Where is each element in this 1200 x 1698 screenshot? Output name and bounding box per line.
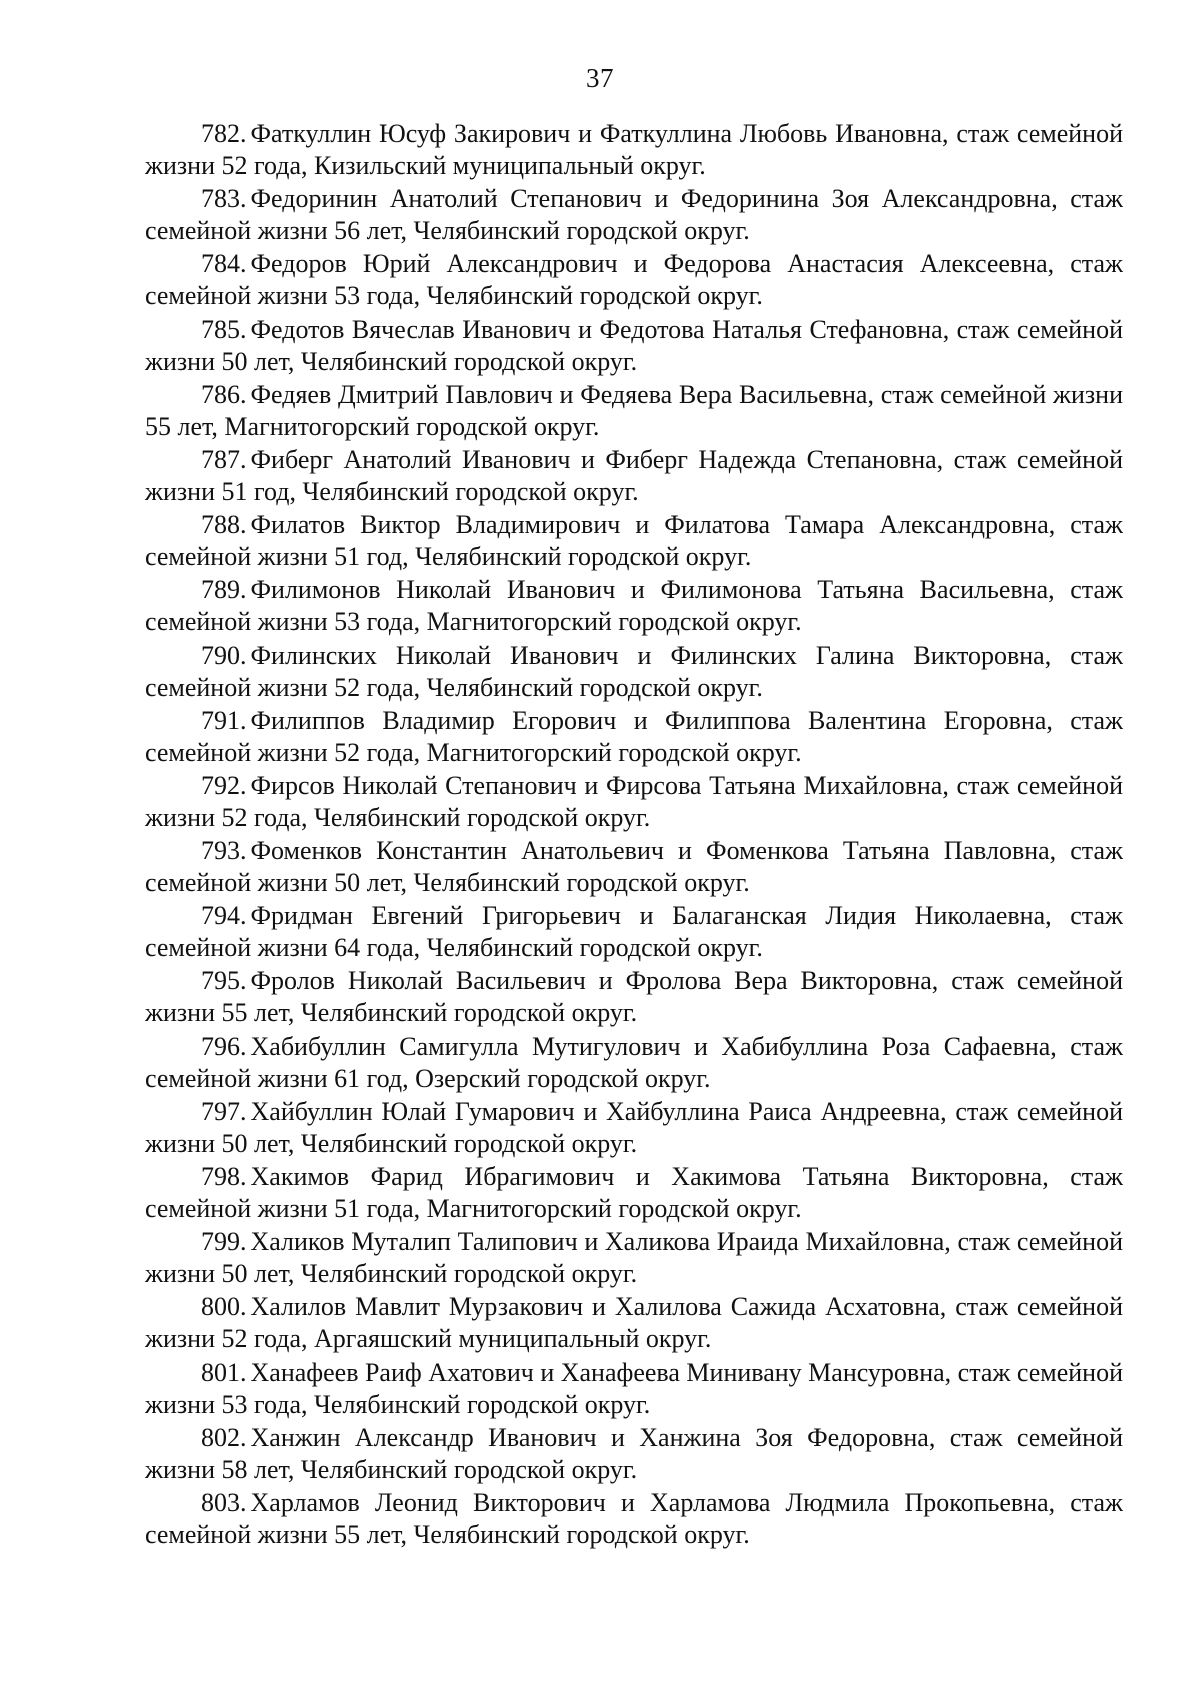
entry-number: 795.	[201, 966, 247, 996]
entry-text: Фаткуллин Юсуф Закирович и Фаткуллина Любовь Ивановна, стаж семейной жизни 52 года, Кизильский муниципальный округ.	[145, 119, 1123, 180]
entry-text: Фиберг Анатолий Иванович и Фиберг Надежда Степановна, стаж семейной жизни 51 год, Челябинский городской округ.	[145, 444, 1123, 506]
list-item	[145, 1031, 1123, 1095]
list-item	[145, 509, 1123, 573]
entry-text: Федоринин Анатолий Степанович и Федоринина Зоя Александровна, стаж семейной жизни 56 лет, Челябинский городской округ.	[145, 184, 1123, 246]
list-item	[145, 1422, 1123, 1486]
entry-number: 784.	[201, 249, 247, 279]
list-item	[145, 444, 1123, 508]
entry-text: Харламов Леонид Викторович и Харламова Людмила Прокопьевна, стаж семейной жизни 55 лет, Челябинский городской округ.	[145, 1487, 1123, 1549]
entry-number: 783.	[201, 184, 247, 214]
entry-number: 790.	[201, 640, 247, 670]
entry-text: Филинских Николай Иванович и Филинских Галина Викторовна, стаж семейной жизни 52 года, Челябинский городской округ.	[145, 640, 1123, 702]
entry-list	[145, 118, 1123, 1552]
entry-number: 796.	[201, 1031, 247, 1061]
entry-number: 797.	[201, 1096, 247, 1126]
entry-text: Халиков Муталип Талипович и Халикова Ираида Михайловна, стаж семейной жизни 50 лет, Челябинский городской округ.	[145, 1227, 1123, 1289]
list-item	[145, 705, 1123, 769]
list-item	[145, 640, 1123, 704]
page-number: 37	[586, 63, 614, 93]
entry-text: Филатов Виктор Владимирович и Филатова Тамара Александровна, стаж семейной жизни 51 год, Челябинский городской округ.	[145, 510, 1123, 572]
entry-number: 801.	[201, 1357, 247, 1387]
entry-number: 799.	[201, 1227, 247, 1257]
entry-text: Фоменков Константин Анатольевич и Фоменкова Татьяна Павловна, стаж семейной жизни 50 лет, Челябинский городской округ.	[145, 836, 1123, 898]
entry-text: Хакимов Фарид Ибрагимович и Хакимова Татьяна Викторовна, стаж семейной жизни 51 года, Магнитогорский городской округ.	[145, 1162, 1123, 1223]
entry-number: 803.	[201, 1487, 247, 1517]
list-item	[145, 1096, 1123, 1160]
entry-text: Филиппов Владимир Егорович и Филиппова Валентина Егоровна, стаж семейной жизни 52 года, Магнитогорский городской округ.	[145, 705, 1123, 767]
entry-number: 789.	[201, 575, 247, 605]
list-item	[145, 379, 1123, 443]
entry-number: 802.	[201, 1422, 247, 1452]
entry-number: 800.	[201, 1292, 247, 1322]
entry-number: 788.	[201, 510, 247, 540]
list-item	[145, 118, 1123, 182]
entry-text: Хабибуллин Самигулла Мутигулович и Хабибуллина Роза Сафаевна, стаж семейной жизни 61 год, Озерский городской округ.	[145, 1031, 1123, 1093]
entry-number: 793.	[201, 836, 247, 866]
entry-number: 798.	[201, 1162, 247, 1191]
list-item	[145, 1487, 1123, 1551]
entry-text: Ханафеев Раиф Ахатович и Ханафеева Минивану Мансуровна, стаж семейной жизни 53 года, Челябинский городской округ.	[145, 1357, 1124, 1419]
list-item	[145, 770, 1123, 834]
list-item	[145, 574, 1123, 638]
entry-number: 791.	[201, 705, 247, 735]
entry-number: 787.	[201, 444, 247, 474]
entry-text: Федоров Юрий Александрович и Федорова Анастасия Алексеевна, стаж семейной жизни 53 года, Челябинский городской округ.	[145, 249, 1123, 311]
list-item	[145, 900, 1123, 964]
list-item	[145, 314, 1123, 378]
entry-number: 794.	[201, 901, 247, 931]
entry-text: Халилов Мавлит Мурзакович и Халилова Сажида Асхатовна, стаж семейной жизни 52 года, Аргаяшский муниципальный округ.	[145, 1292, 1123, 1354]
entry-number: 782.	[201, 119, 247, 148]
entry-text: Федяев Дмитрий Павлович и Федяева Вера Васильевна, стаж семейной жизни 55 лет, Магнитогорский городской округ.	[145, 379, 1123, 441]
list-item	[145, 1291, 1123, 1355]
list-item	[145, 1161, 1123, 1225]
entry-number: 786.	[201, 379, 247, 409]
entry-text: Фирсов Николай Степанович и Фирсова Татьяна Михайловна, стаж семейной жизни 52 года, Челябинский городской округ.	[145, 770, 1123, 832]
list-item	[145, 965, 1123, 1029]
entry-text: Фридман Евгений Григорьевич и Балаганская Лидия Николаевна, стаж семейной жизни 64 года, Челябинский городской округ.	[145, 901, 1123, 963]
entry-number: 792.	[201, 770, 247, 800]
entry-text: Фролов Николай Васильевич и Фролова Вера Викторовна, стаж семейной жизни 55 лет, Челябинский городской округ.	[145, 966, 1123, 1028]
entry-text: Ханжин Александр Иванович и Ханжина Зоя Федоровна, стаж семейной жизни 58 лет, Челябинский городской округ.	[145, 1422, 1123, 1484]
list-item	[145, 835, 1123, 899]
list-item	[145, 183, 1123, 247]
list-item	[145, 248, 1123, 312]
entry-text: Филимонов Николай Иванович и Филимонова Татьяна Васильевна, стаж семейной жизни 53 года, Магнитогорский городской округ.	[145, 575, 1123, 637]
entry-text: Федотов Вячеслав Иванович и Федотова Наталья Стефановна, стаж семейной жизни 50 лет, Челябинский городской округ.	[145, 314, 1123, 376]
list-item	[145, 1226, 1123, 1290]
entry-text: Хайбуллин Юлай Гумарович и Хайбуллина Раиса Андреевна, стаж семейной жизни 50 лет, Челябинский городской округ.	[145, 1096, 1123, 1158]
entry-number: 785.	[201, 314, 247, 344]
list-item	[145, 1357, 1123, 1421]
